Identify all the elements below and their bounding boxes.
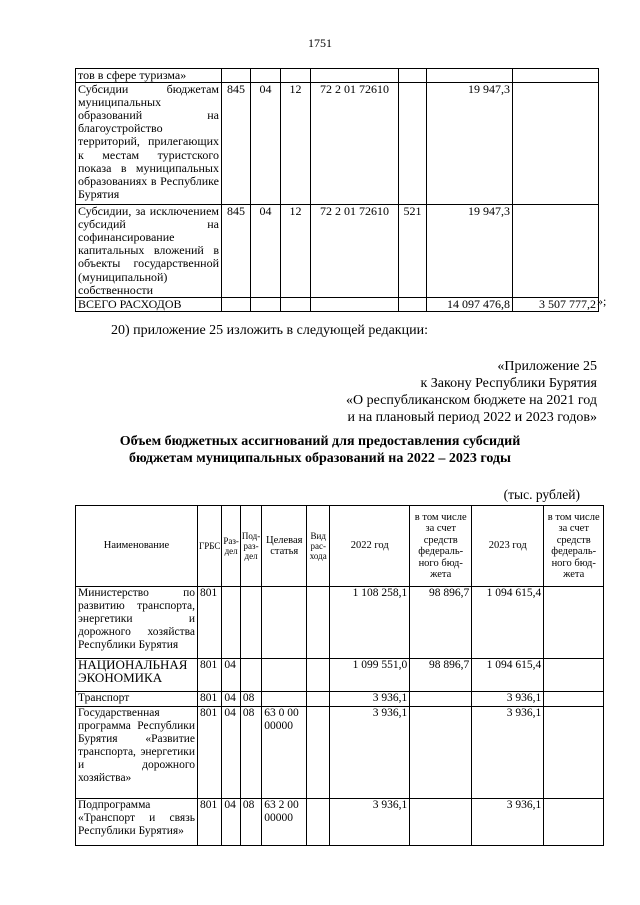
cell-2022: 1 099 551,0: [330, 659, 410, 692]
subsidies-table: [75, 505, 604, 846]
cell-name: НАЦИОНАЛЬНАЯ ЭКОНОМИКА: [76, 659, 198, 692]
units-label: (тыс. рублей): [503, 487, 580, 502]
cell-section: 04: [222, 707, 241, 799]
cell-name: тов в сфере туризма»: [76, 69, 222, 83]
cell-expense-type: [399, 297, 427, 311]
cell-expense-type: [307, 587, 330, 659]
cell-federal-2023: [544, 692, 604, 707]
cell-target-article: 63 0 00 00000: [262, 707, 307, 799]
cell-name: ВСЕГО РАСХОДОВ: [76, 297, 222, 311]
cell-amount-extra: [513, 83, 599, 205]
header-2022: 2022 год: [330, 506, 410, 587]
cell-subsection: [240, 587, 261, 659]
cell-section: 04: [222, 692, 241, 707]
expenditure-table-continuation: [75, 68, 599, 312]
cell-target-article: [262, 587, 307, 659]
cell-expense-type: 521: [399, 205, 427, 298]
cell-target-article: 72 2 01 72610: [311, 83, 399, 205]
closing-quote: »;: [597, 294, 607, 308]
cell-section: 04: [222, 799, 241, 846]
cell-grbs: 801: [198, 659, 222, 692]
cell-subsection: 08: [240, 707, 261, 799]
cell-federal-2022: 98 896,7: [410, 659, 472, 692]
cell-2023: 1 094 615,4: [472, 587, 544, 659]
cell-amount: 19 947,3: [427, 83, 513, 205]
cell-target-article: 72 2 01 72610: [311, 205, 399, 298]
header-target-article: Целевая статья: [262, 506, 307, 587]
cell-amount-extra: [513, 205, 599, 298]
title-line: Объем бюджетных ассигнований для предоставления субсидий: [119, 434, 521, 449]
cell-name: Субсидии бюджетам муниципальных образований на благоустройство территорий, прилегающих к местам туристского показа в муниципальных образованиях в Республике Бурятия: [76, 83, 222, 205]
cell-expense-type: [307, 692, 330, 707]
cell-section: [251, 297, 281, 311]
cell-2023: 3 936,1: [472, 692, 544, 707]
table-row: [76, 659, 604, 692]
header-2023: 2023 год: [472, 506, 544, 587]
cell-grbs: [222, 297, 251, 311]
cell-expense-type: [307, 799, 330, 846]
cell-target-article: 63 2 00 00000: [262, 799, 307, 846]
appendix-heading: [346, 358, 597, 426]
table-row: [76, 799, 604, 846]
cell-subsection: [281, 297, 311, 311]
table-row: [76, 297, 599, 311]
cell-name: Подпрограмма «Транспорт и связь Республики Бурятия»: [76, 799, 198, 846]
cell-2022: 3 936,1: [330, 799, 410, 846]
cell-target-article: [262, 659, 307, 692]
cell-section: [251, 69, 281, 83]
appendix-line: «Приложение 25: [497, 359, 597, 374]
cell-subsection: 08: [240, 692, 261, 707]
cell-federal-2022: [410, 692, 472, 707]
cell-expense-type: [399, 83, 427, 205]
cell-target-article: [311, 69, 399, 83]
cell-grbs: 845: [222, 205, 251, 298]
header-federal-2022: в том числе за счет средств федераль-ного бюд-жета: [410, 506, 472, 587]
cell-grbs: 801: [198, 587, 222, 659]
cell-target-article: [262, 692, 307, 707]
cell-grbs: 801: [198, 799, 222, 846]
cell-grbs: 845: [222, 83, 251, 205]
table-header-row: [76, 506, 604, 587]
cell-section: 04: [251, 205, 281, 298]
header-expense-type: Вид рас-хода: [307, 506, 330, 587]
cell-expense-type: [307, 659, 330, 692]
cell-section: [222, 587, 241, 659]
cell-name: Министерство по развитию транспорта, энергетики и дорожного хозяйства Республики Бурятия: [76, 587, 198, 659]
cell-amount: 19 947,3: [427, 205, 513, 298]
cell-expense-type: [399, 69, 427, 83]
table-row: [76, 205, 599, 298]
cell-2022: 3 936,1: [330, 707, 410, 799]
cell-grbs: 801: [198, 707, 222, 799]
cell-federal-2023: [544, 659, 604, 692]
cell-amount-extra: [513, 69, 599, 83]
cell-2023: 3 936,1: [472, 799, 544, 846]
appendix-line: «О республиканском бюджете на 2021 год: [346, 393, 597, 408]
cell-grbs: [222, 69, 251, 83]
header-name: Наименование: [76, 506, 198, 587]
appendix-line: и на плановый период 2022 и 2023 годов»: [347, 410, 597, 425]
header-subsection: Под-раз-дел: [240, 506, 261, 587]
cell-subsection: 12: [281, 205, 311, 298]
table-row: [76, 83, 599, 205]
header-section: Раз-дел: [222, 506, 241, 587]
header-federal-2023: в том числе за счет средств федераль-ного бюд-жета: [544, 506, 604, 587]
cell-federal-2022: [410, 799, 472, 846]
cell-target-article: [311, 297, 399, 311]
cell-federal-2022: [410, 707, 472, 799]
cell-subsection: [281, 69, 311, 83]
cell-amount-extra: 3 507 777,2: [513, 297, 599, 311]
page-number: 1751: [308, 36, 332, 50]
header-grbs: ГРБС: [198, 506, 222, 587]
appendix-line: к Закону Республики Бурятия: [420, 376, 597, 391]
table-row: [76, 692, 604, 707]
cell-2023: 1 094 615,4: [472, 659, 544, 692]
table-row: [76, 587, 604, 659]
cell-expense-type: [307, 707, 330, 799]
table-row: [76, 707, 604, 799]
cell-federal-2022: 98 896,7: [410, 587, 472, 659]
cell-section: 04: [251, 83, 281, 205]
cell-subsection: 08: [240, 799, 261, 846]
cell-federal-2023: [544, 587, 604, 659]
cell-2022: 3 936,1: [330, 692, 410, 707]
cell-subsection: [240, 659, 261, 692]
cell-2022: 1 108 258,1: [330, 587, 410, 659]
amendment-paragraph: 20) приложение 25 изложить в следующей редакции:: [111, 323, 428, 338]
cell-section: 04: [222, 659, 241, 692]
cell-amount: [427, 69, 513, 83]
title-line: бюджетам муниципальных образований на 2022 – 2023 годы: [129, 451, 511, 466]
document-title: [0, 433, 640, 467]
cell-name: Субсидии, за исключением субсидий на софинансирование капитальных вложений в объекты государственной (муниципальной) собственности: [76, 205, 222, 298]
cell-name: Транспорт: [76, 692, 198, 707]
cell-grbs: 801: [198, 692, 222, 707]
cell-name: Государственная программа Республики Бурятия «Развитие транспорта, энергетики и дорожного хозяйства»: [76, 707, 198, 799]
cell-2023: 3 936,1: [472, 707, 544, 799]
cell-subsection: 12: [281, 83, 311, 205]
table-row: [76, 69, 599, 83]
cell-amount: 14 097 476,8: [427, 297, 513, 311]
cell-federal-2023: [544, 799, 604, 846]
cell-federal-2023: [544, 707, 604, 799]
